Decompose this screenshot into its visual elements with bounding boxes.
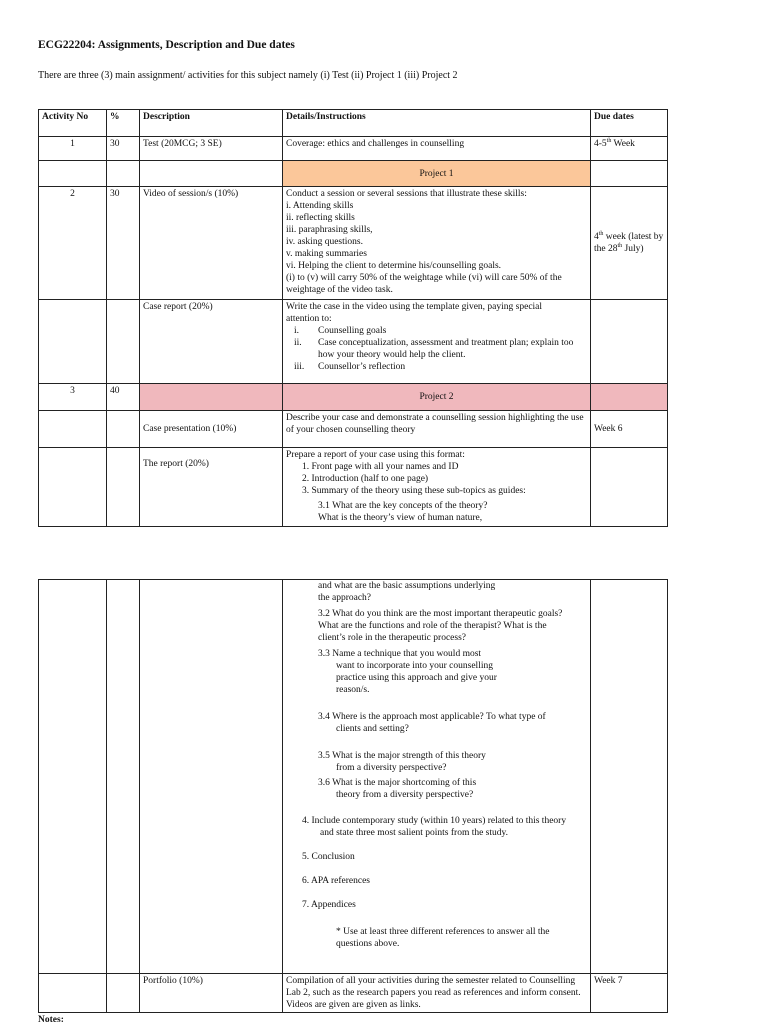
table-header-row <box>39 110 668 137</box>
row2-percent: 30 <box>107 187 140 300</box>
table-row <box>39 448 668 527</box>
header-description: Description <box>140 110 283 137</box>
document-title: ECG22204: Assignments, Description and Due dates <box>38 39 295 51</box>
table-row <box>39 384 668 411</box>
header-activity: Activity No <box>39 110 107 137</box>
row1-percent: 30 <box>107 137 140 161</box>
table-row <box>39 300 668 384</box>
case-presentation-due: Week 6 <box>591 411 668 448</box>
case-report-description: Case report (20%) <box>140 300 283 384</box>
notes-heading: Notes: <box>38 1015 64 1025</box>
case-presentation-description: Case presentation (10%) <box>140 411 283 448</box>
table-row <box>39 187 668 300</box>
table-row <box>39 411 668 448</box>
portfolio-due: Week 7 <box>591 974 668 1013</box>
assignments-table <box>38 109 668 527</box>
assignments-table-continued <box>38 579 668 1013</box>
row1-due: 4-5th Week <box>591 137 668 161</box>
row1-description: Test (20MCG; 3 SE) <box>140 137 283 161</box>
report-details: Prepare a report of your case using this format: 1. Front page with all your names and ID 2. Introduction (half to one page) 3. Summary of the theory using these sub-topics as guides: 3.1 What are the key concepts of the theory? What is the theory’s view of human nature, <box>283 448 591 527</box>
header-due: Due dates <box>591 110 668 137</box>
portfolio-details: Compilation of all your activities during the semester related to Counselling Lab 2, such as the research papers you read as references and inform consent. Videos are given are given as links. <box>283 974 591 1013</box>
row3-no: 3 <box>39 384 107 411</box>
row2-due: 4th week (latest by the 28th July) <box>591 187 668 300</box>
header-details: Details/Instructions <box>283 110 591 137</box>
row2-no: 2 <box>39 187 107 300</box>
table-row <box>39 974 668 1013</box>
row1-no: 1 <box>39 137 107 161</box>
case-presentation-details: Describe your case and demonstrate a counselling session highlighting the use of your chosen counselling theory <box>283 411 591 448</box>
table-row <box>39 137 668 161</box>
portfolio-description: Portfolio (10%) <box>140 974 283 1013</box>
report-description: The report (20%) <box>140 448 283 527</box>
report-details-continued: and what are the basic assumptions underlying the approach? 3.2 What do you think are the most important therapeutic goals? What are the functions and role of the therapist? What is the client’s role in the therapeutic process? 3.3 Name a technique that you would most want to incorporate into your counselling practice using this approach and give your reason/s. 3.4 Where is the approach most applicable? To what type of clients and setting? 3.5 What is the major strength of this theory from a diversity perspective? 3.6 What is the major shortcoming of this theory from a diversity perspective? 4. Include contemporary study (within 10 years) related to this theory and state three most salient points from the study. 5. Conclusion 6. APA references 7. Appendices * Use at least three different references to answer all the questions above. <box>283 580 591 974</box>
project1-banner: Project 1 <box>283 161 591 187</box>
header-percent: % <box>107 110 140 137</box>
project2-banner: Project 2 <box>283 384 591 411</box>
table-row <box>39 580 668 974</box>
table-row <box>39 161 668 187</box>
case-report-details: Write the case in the video using the template given, paying special attention to: i. Counselling goals ii. Case conceptualization, assessment and treatment plan; explain too how your theory would help the client. iii. Counsellor’s reflection <box>283 300 591 384</box>
row1-details: Coverage: ethics and challenges in counselling <box>283 137 591 161</box>
intro-text: There are three (3) main assignment/ activities for this subject namely (i) Test (ii) Project 1 (iii) Project 2 <box>38 70 458 81</box>
row2-description: Video of session/s (10%) <box>140 187 283 300</box>
row2-details: Conduct a session or several sessions that illustrate these skills: i. Attending skills ii. reflecting skills iii. paraphrasing skills, iv. asking questions. v. making summaries vi. Helping the client to determine his/counselling goals. (i) to (v) will carry 50% of the weightage while (vi) will care 50% of the weightage of the video task. <box>283 187 591 300</box>
row3-percent: 40 <box>107 384 140 411</box>
